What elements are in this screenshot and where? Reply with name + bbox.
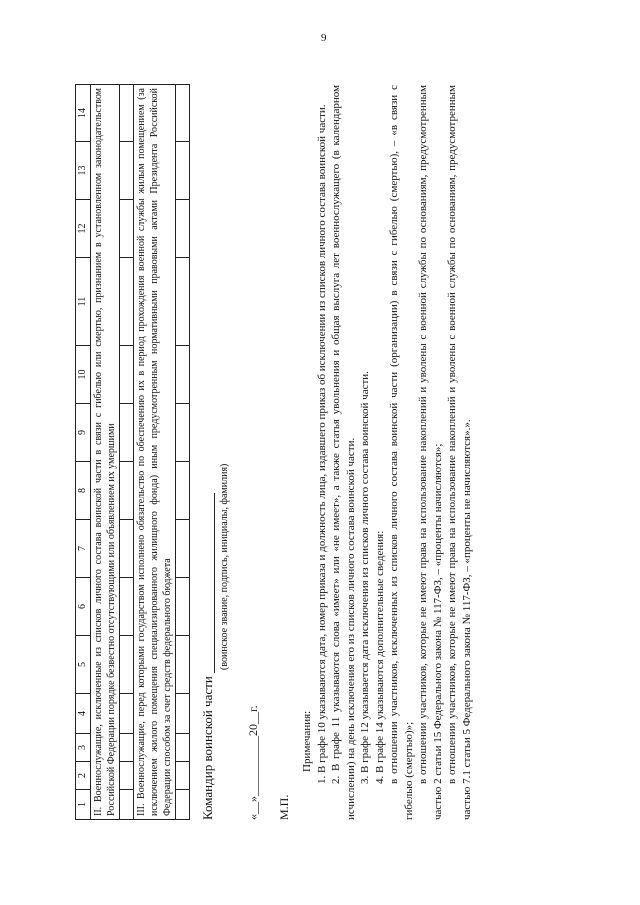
note-item: 1. В графе 10 указываются дата, номер приказа и должность лица, издавшего приказ об исключении из списков личного состава воинской части. bbox=[315, 104, 328, 784]
note-item: в отношении участников, которые не имеют права на использование накоплений и уволены с военной службы по основаниям, предусмотренным частью 2 статьи 15 Федерального закона № 117-ФЗ, – «проценты начисляются»; bbox=[417, 85, 444, 820]
commander-label: Командир воинской части bbox=[200, 676, 215, 820]
column-number: 8 bbox=[76, 462, 91, 520]
column-number: 10 bbox=[76, 346, 91, 404]
column-number: 4 bbox=[76, 694, 91, 734]
register-table bbox=[75, 84, 190, 820]
column-number: 9 bbox=[76, 404, 91, 462]
column-number: 5 bbox=[76, 636, 91, 694]
column-number: 6 bbox=[76, 578, 91, 636]
column-number: 1 bbox=[76, 790, 91, 820]
section-3-row bbox=[134, 85, 176, 820]
commander-signature-block bbox=[200, 85, 215, 820]
page-number: 9 bbox=[321, 32, 327, 44]
signature-line bbox=[202, 493, 215, 673]
section-2-row bbox=[91, 85, 120, 820]
note-item: 4. В графе 14 указываются дополнительные сведения: bbox=[373, 530, 386, 784]
section-2-heading: II. Военнослужащие, исключенные из списков личного состава воинской части в связи с гибелью или смертью, признанием в установленном законодательством Российской Федерации порядке безвестно отсутствующими или объявлением их умершими bbox=[91, 85, 120, 820]
stamp-place: М.П. bbox=[277, 794, 291, 820]
column-number-row bbox=[76, 85, 91, 820]
date-line: «__»__________20__г. bbox=[246, 705, 260, 820]
signature-caption: (воинское звание, подпись, инициалы, фамилия) bbox=[219, 463, 230, 670]
column-number: 11 bbox=[76, 258, 91, 346]
notes-heading: Примечания: bbox=[301, 710, 313, 772]
note-item: в отношении участников, исключенных из списков личного состава воинской части (организации) в связи с гибелью (смертью), – «в связи с гибелью (смертью)»; bbox=[388, 85, 415, 820]
notes-section bbox=[300, 85, 474, 820]
note-item: 2. В графе 11 указываются слова «имеет» или «не имеет», а также статья увольнения и общая выслуга лет военнослужащего (в календарном исчислении) на день исключения его из списков личного состава воинской части. bbox=[330, 85, 357, 820]
column-number: 2 bbox=[76, 762, 91, 790]
note-item: 3. В графе 12 указывается дата исключения из списков личного состава воинской части. bbox=[359, 371, 371, 784]
column-number: 7 bbox=[76, 520, 91, 578]
column-number: 3 bbox=[76, 734, 91, 762]
column-number: 13 bbox=[76, 142, 91, 200]
section-3-heading: III. Военнослужащие, перед которыми государством исполнено обязательство по обеспечению их в период прохождения военной службы жилым помещением (за исключением жилого помещения специализированного жилищного фонда) иным предусмотренным нормативными правовыми актами Президента Российской Федерации способом за счет средств федерального бюджета bbox=[134, 85, 176, 820]
column-number: 14 bbox=[76, 85, 91, 142]
table-row bbox=[120, 85, 134, 820]
note-item: в отношении участников, которые не имеют права на использование накоплений и уволены с военной службы по основаниям, предусмотренным частью 7.1 статьи 5 Федерального закона № 117-ФЗ, – «проценты не начисляются».». bbox=[446, 85, 473, 820]
table-row bbox=[176, 85, 190, 820]
column-number: 12 bbox=[76, 200, 91, 258]
rotated-content bbox=[75, 85, 473, 820]
